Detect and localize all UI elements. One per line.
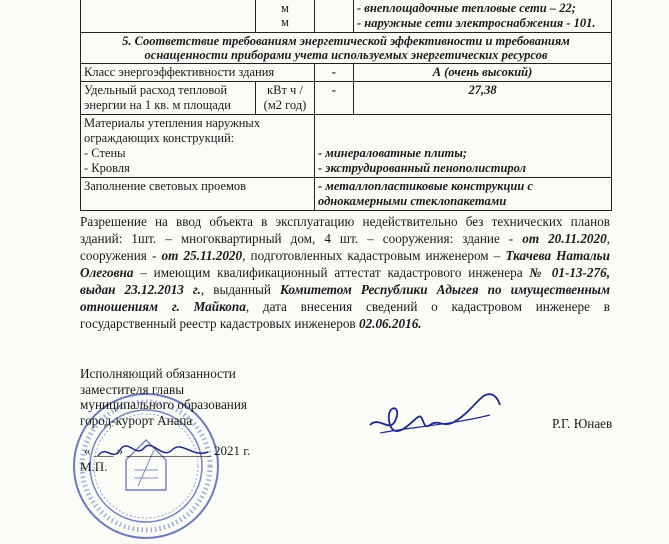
row-label: Удельный расход тепловой энергии на 1 кв. м площади bbox=[81, 82, 256, 115]
signatory-line-2: заместителя главы bbox=[80, 381, 185, 397]
windows-value-line-2: однокамерными стеклопакетами bbox=[318, 194, 507, 208]
signatory-line-4: город-курорт Анапа bbox=[80, 412, 193, 428]
section5-header bbox=[81, 33, 612, 64]
engineer-name: Ткачева Натальи Олеговна bbox=[80, 248, 611, 280]
handwritten-signature bbox=[360, 385, 510, 455]
paragraph-text: , сооружения - bbox=[80, 231, 610, 263]
materials-value-line-1: - минераловатные плиты; bbox=[318, 146, 468, 160]
windows-value-line-1: - металлопластиковые конструкции с bbox=[318, 179, 533, 193]
materials-label-line-1: Материалы утепления наружных bbox=[84, 116, 261, 130]
unit-label: м bbox=[281, 15, 289, 29]
info-table bbox=[80, 0, 612, 211]
handwritten-date bbox=[92, 438, 222, 468]
section5-title-line-1: 5. Соответствие требованиям энергетической эффективности и требованиям bbox=[122, 34, 570, 48]
paragraph-text: Разрешение на ввод объекта в эксплуатацию недействительно без технических планов зданий: 1шт. – многоквартирный дом, 4 шт. – сооружения: здание - bbox=[80, 214, 610, 246]
signatory-line-3: муниципального образования bbox=[80, 397, 247, 412]
certificate-number: № 01-13-276, выдан 23.12.2013 г. bbox=[80, 265, 610, 297]
permit-paragraph bbox=[80, 213, 610, 332]
materials-value-line-2: - экструдированный пенополистирол bbox=[318, 161, 527, 175]
top-row-line-1: - внеплощадочные тепловые сети – 22; bbox=[357, 1, 576, 15]
signatory-line-1: Исполняющий обязанности bbox=[80, 366, 236, 381]
windows-label: Заполнение световых проемов bbox=[81, 178, 315, 211]
paragraph-text: – имеющим квалификационный аттестат кадастрового инженера bbox=[133, 265, 530, 280]
paragraph-text: , дата внесения сведений о кадастровом инженере в государственный реестр кадастровых инженеров bbox=[80, 299, 610, 331]
signatory-title bbox=[80, 366, 247, 428]
top-row-line-2: - наружные сети электроснабжения - 101. bbox=[357, 16, 596, 30]
seal-place-label: М.П. bbox=[80, 459, 108, 474]
row-unit: кВт ч / (м2 год) bbox=[256, 82, 315, 115]
row-planned: - bbox=[315, 82, 354, 115]
top-row bbox=[81, 0, 612, 33]
materials-row bbox=[81, 115, 612, 178]
section5-title-line-2: оснащенности приборами учета используемых энергетических ресурсов bbox=[144, 48, 548, 62]
row-planned: - bbox=[315, 64, 354, 82]
paragraph-date: 02.06.2016. bbox=[358, 316, 422, 331]
table-row bbox=[81, 64, 612, 82]
paragraph-text: , подготовленных кадастровым инженером – bbox=[242, 248, 506, 263]
paragraph-date: от 20.11.2020 bbox=[522, 231, 607, 246]
materials-label-line-3: - Стены bbox=[84, 146, 126, 160]
table-row bbox=[81, 82, 612, 115]
materials-label-line-4: - Кровля bbox=[84, 161, 130, 175]
row-actual: 27,38 bbox=[354, 82, 612, 115]
materials-label-line-2: ограждающих конструкций: bbox=[84, 131, 235, 145]
unit-label: м bbox=[281, 1, 289, 15]
paragraph-date: от 25.11.2020 bbox=[161, 248, 243, 263]
row-actual: А (очень высокий) bbox=[354, 64, 612, 82]
issuing-organization: Комитетом Республики Адыгея по имущественным отношениям г. Майкопа bbox=[80, 282, 610, 314]
signature-date-line: « ___ » _____________ 2021 г. bbox=[84, 443, 251, 458]
paragraph-text: , выданный bbox=[200, 282, 280, 297]
row-label: Класс энергоэффективности здания bbox=[81, 64, 315, 82]
signatory-name: Р.Г. Юнаев bbox=[552, 416, 613, 431]
windows-row bbox=[81, 178, 612, 211]
